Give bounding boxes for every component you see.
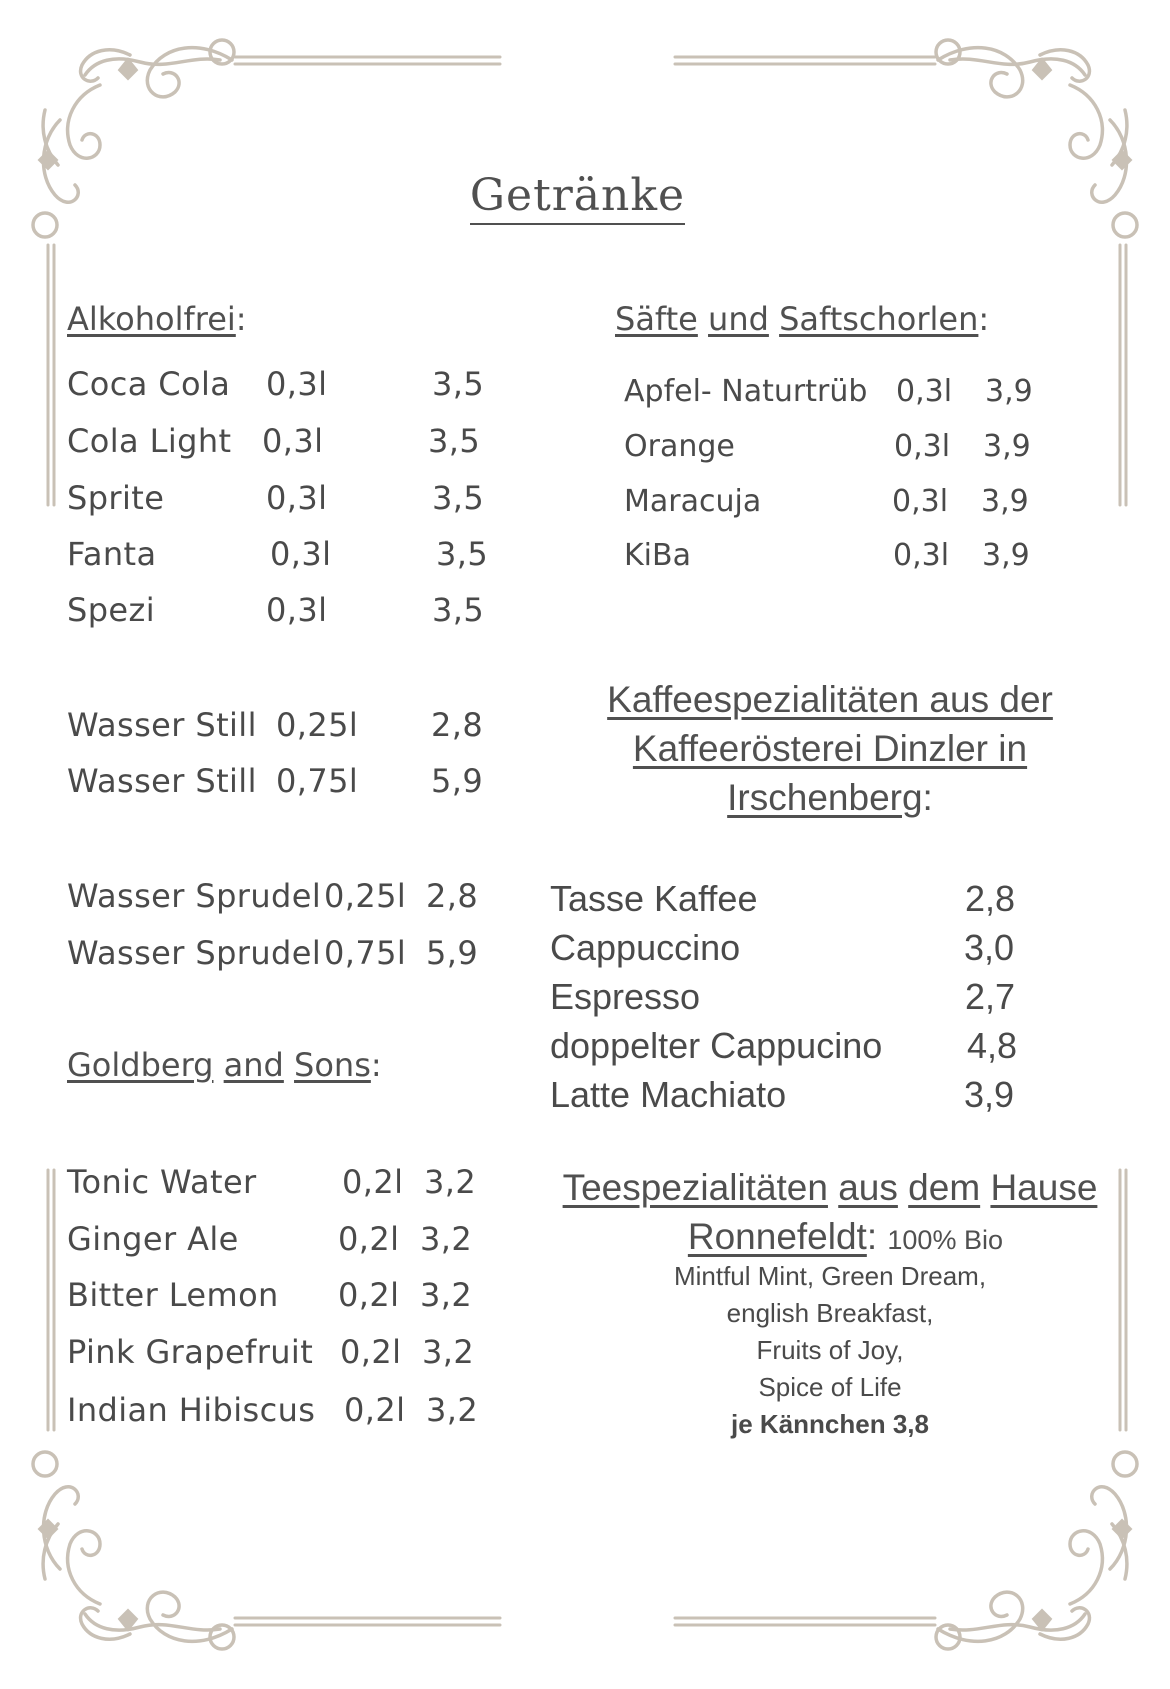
menu-item: Sprite 0,3l 3,5 [67, 479, 485, 517]
menu-item: Indian Hibiscus 0,2l 3,2 [67, 1391, 479, 1429]
menu-item: Ginger Ale 0,2l 3,2 [67, 1220, 473, 1258]
menu-item: Apfel- Naturtrüb 0,3l 3,9 [624, 374, 1033, 409]
section-heading-saefte: Säfte und Saftschorlen: [615, 300, 990, 338]
tea-variety-line: english Breakfast, [726, 1298, 934, 1328]
menu-item: Wasser Still 0,25l 2,8 [67, 706, 484, 744]
menu-item: Maracuja 0,3l 3,9 [624, 484, 1029, 519]
menu-item: Wasser Still 0,75l 5,9 [67, 762, 484, 800]
tea-variety-line: Mintful Mint, Green Dream, [673, 1261, 987, 1291]
menu-item: Fanta 0,3l 3,5 [67, 535, 489, 573]
menu-item: KiBa 0,3l 3,9 [624, 538, 1030, 573]
menu-item: Wasser Sprudel 0,75l 5,9 [67, 934, 479, 972]
menu-item: Orange 0,3l 3,9 [624, 429, 1031, 464]
menu-item: Cola Light 0,3l 3,5 [67, 422, 481, 460]
tea-variety-line: Spice of Life [758, 1372, 902, 1402]
section-heading-kaffee: Kaffeespezialitäten aus der Kaffeerösterei Dinzler in Irschenberg: [607, 679, 1053, 818]
menu-item: Tonic Water 0,2l 3,2 [67, 1163, 477, 1201]
menu-item: Pink Grapefruit 0,2l 3,2 [67, 1333, 475, 1371]
menu-item: Latte Machiato 3,9 [550, 1074, 1015, 1115]
menu-item: Cappuccino 3,0 [550, 927, 1015, 968]
menu-item: Espresso 2,7 [550, 976, 1016, 1017]
menu-item: Bitter Lemon 0,2l 3,2 [67, 1276, 473, 1314]
page-title: Getränke [0, 170, 1155, 221]
tea-varieties [560, 1258, 1100, 1443]
tea-price-note: je Kännchen 3,8 [731, 1409, 929, 1439]
section-heading-goldberg: Goldberg and Sons: [67, 1046, 382, 1084]
menu-item: Coca Cola 0,3l 3,5 [67, 365, 485, 403]
menu-item: Wasser Sprudel 0,25l 2,8 [67, 877, 479, 915]
bio-note: 100% Bio [887, 1225, 1003, 1255]
section-heading-alkoholfrei: Alkoholfrei: [67, 300, 247, 338]
menu-item: doppelter Cappucino 4,8 [550, 1025, 1018, 1066]
menu-item: Spezi 0,3l 3,5 [67, 591, 485, 629]
menu-item: Tasse Kaffee 2,8 [550, 878, 1016, 919]
tea-variety-line: Fruits of Joy, [756, 1335, 904, 1365]
section-heading-tee: Teespezialitäten aus dem Hause Ronnefeldt: 100% Bio [562, 1167, 1098, 1257]
